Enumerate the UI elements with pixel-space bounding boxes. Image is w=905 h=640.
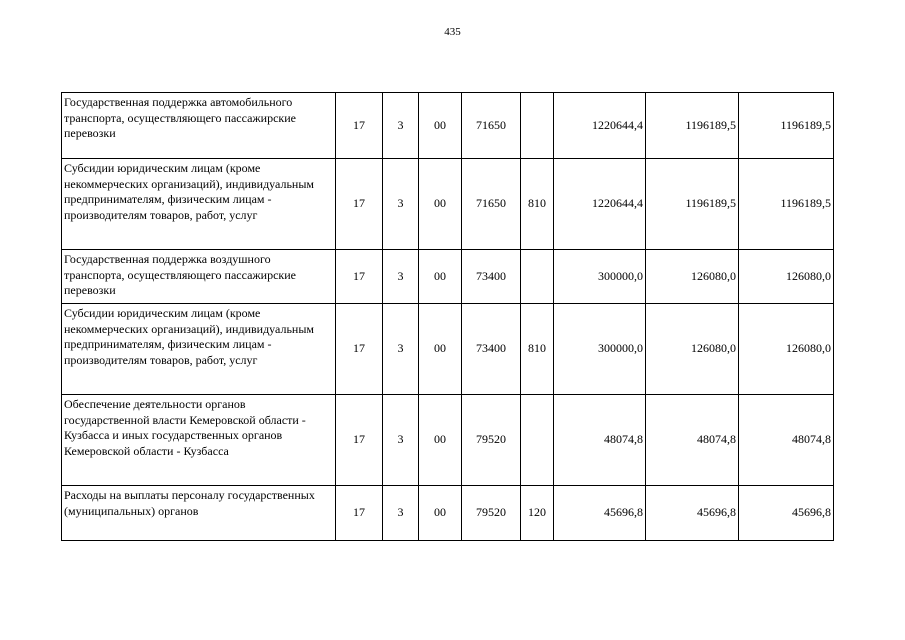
subsection-cell: 3 bbox=[383, 93, 419, 159]
direction-cell: 73400 bbox=[462, 250, 521, 304]
page-number: 435 bbox=[444, 26, 461, 38]
program-cell: 00 bbox=[419, 395, 462, 486]
sum1-cell: 1220644,4 bbox=[554, 159, 646, 250]
program-cell: 00 bbox=[419, 250, 462, 304]
program-cell: 00 bbox=[419, 486, 462, 541]
sum1-cell: 300000,0 bbox=[554, 250, 646, 304]
subsection-cell: 3 bbox=[383, 486, 419, 541]
expense-type-cell: 810 bbox=[521, 304, 554, 395]
sum1-cell: 45696,8 bbox=[554, 486, 646, 541]
direction-cell: 71650 bbox=[462, 93, 521, 159]
expense-type-cell bbox=[521, 395, 554, 486]
table-row bbox=[62, 159, 834, 250]
row-name-cell: Государственная поддержка воздушного транспорта, осуществляющего пассажирские перевозки bbox=[62, 250, 336, 304]
section-cell: 17 bbox=[336, 304, 383, 395]
table-row bbox=[62, 395, 834, 486]
program-cell: 00 bbox=[419, 93, 462, 159]
table-row bbox=[62, 250, 834, 304]
expense-type-cell bbox=[521, 93, 554, 159]
direction-cell: 73400 bbox=[462, 304, 521, 395]
subsection-cell: 3 bbox=[383, 159, 419, 250]
section-cell: 17 bbox=[336, 250, 383, 304]
sum3-cell: 126080,0 bbox=[739, 304, 834, 395]
sum2-cell: 126080,0 bbox=[646, 250, 739, 304]
section-cell: 17 bbox=[336, 395, 383, 486]
program-cell: 00 bbox=[419, 159, 462, 250]
row-name-cell: Субсидии юридическим лицам (кроме некоммерческих организаций), индивидуальным предпринимателям, физическим лицам - производителям товаров, работ, услуг bbox=[62, 159, 336, 250]
sum3-cell: 1196189,5 bbox=[739, 159, 834, 250]
sum2-cell: 1196189,5 bbox=[646, 93, 739, 159]
sum3-cell: 45696,8 bbox=[739, 486, 834, 541]
sum3-cell: 1196189,5 bbox=[739, 93, 834, 159]
budget-table bbox=[61, 92, 834, 541]
table-row bbox=[62, 93, 834, 159]
sum3-cell: 48074,8 bbox=[739, 395, 834, 486]
sum1-cell: 1220644,4 bbox=[554, 93, 646, 159]
section-cell: 17 bbox=[336, 486, 383, 541]
section-cell: 17 bbox=[336, 159, 383, 250]
sum1-cell: 300000,0 bbox=[554, 304, 646, 395]
row-name-cell: Государственная поддержка автомобильного транспорта, осуществляющего пассажирские перевозки bbox=[62, 93, 336, 159]
sum3-cell: 126080,0 bbox=[739, 250, 834, 304]
subsection-cell: 3 bbox=[383, 395, 419, 486]
subsection-cell: 3 bbox=[383, 304, 419, 395]
sum1-cell: 48074,8 bbox=[554, 395, 646, 486]
sum2-cell: 126080,0 bbox=[646, 304, 739, 395]
row-name-cell: Субсидии юридическим лицам (кроме некоммерческих организаций), индивидуальным предпринимателям, физическим лицам - производителям товаров, работ, услуг bbox=[62, 304, 336, 395]
sum2-cell: 48074,8 bbox=[646, 395, 739, 486]
table-row bbox=[62, 304, 834, 395]
row-name-cell: Обеспечение деятельности органов государственной власти Кемеровской области - Кузбасса и иных государственных органов Кемеровской области - Кузбасса bbox=[62, 395, 336, 486]
direction-cell: 79520 bbox=[462, 395, 521, 486]
direction-cell: 71650 bbox=[462, 159, 521, 250]
row-name-cell: Расходы на выплаты персоналу государственных (муниципальных) органов bbox=[62, 486, 336, 541]
direction-cell: 79520 bbox=[462, 486, 521, 541]
sum2-cell: 45696,8 bbox=[646, 486, 739, 541]
expense-type-cell: 810 bbox=[521, 159, 554, 250]
table-row bbox=[62, 486, 834, 541]
expense-type-cell: 120 bbox=[521, 486, 554, 541]
sum2-cell: 1196189,5 bbox=[646, 159, 739, 250]
expense-type-cell bbox=[521, 250, 554, 304]
program-cell: 00 bbox=[419, 304, 462, 395]
section-cell: 17 bbox=[336, 93, 383, 159]
subsection-cell: 3 bbox=[383, 250, 419, 304]
